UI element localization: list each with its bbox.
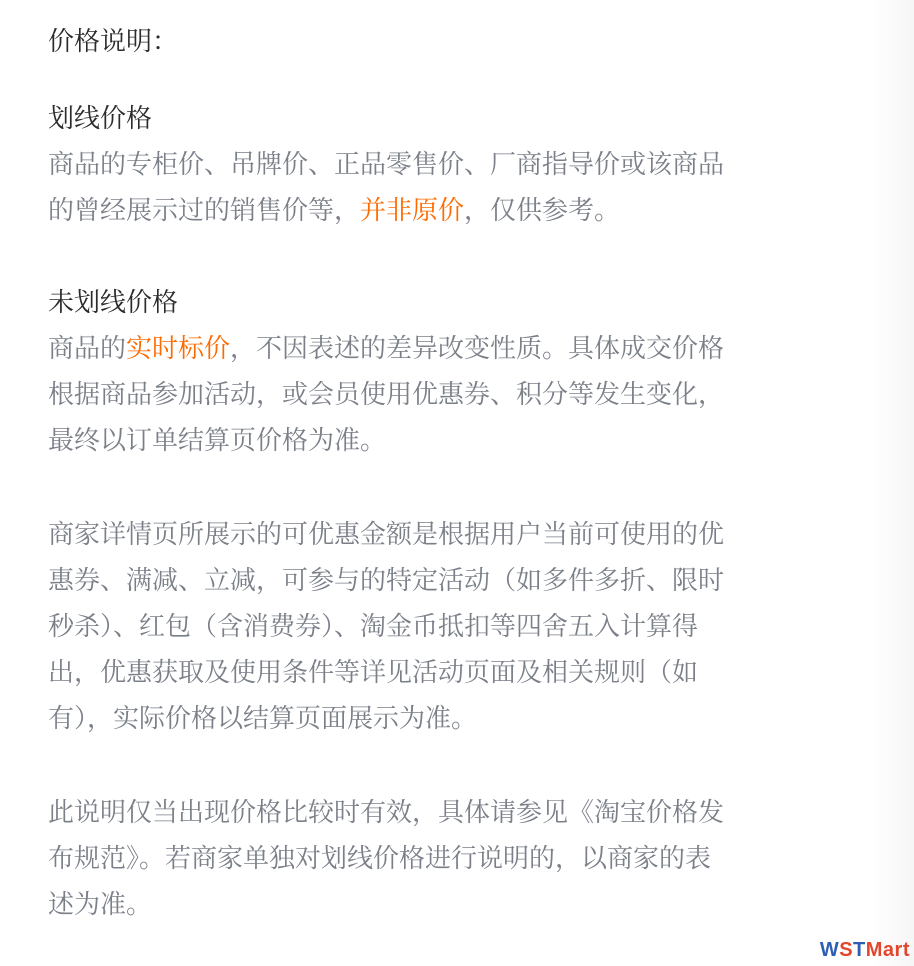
watermark-letter: S <box>839 939 854 961</box>
right-edge-shade <box>870 0 914 966</box>
page-title: 价格说明： <box>48 27 179 57</box>
strikethrough-price-description <box>48 142 818 234</box>
text-line: 出，优惠获取及使用条件等详见活动页面及相关规则（如 <box>48 658 699 688</box>
non-strikethrough-price-heading: 未划线价格 <box>48 288 179 318</box>
price-explanation-content <box>48 18 818 928</box>
watermark-word: Mart <box>865 939 910 961</box>
text-segment: 的曾经展示过的销售价等， <box>48 196 361 226</box>
text-line: 商家详情页所展示的可优惠金额是根据用户当前可使用的优 <box>48 520 725 550</box>
text-line: 述为准。 <box>48 890 153 920</box>
validity-paragraph <box>48 790 818 928</box>
text-line: 布规范》。若商家单独对划线价格进行说明的，以商家的表 <box>48 844 712 874</box>
text-segment: 商品的 <box>48 334 127 364</box>
section-spacer <box>48 742 818 790</box>
text-line: 有），实际价格以结算页面展示为准。 <box>48 704 478 734</box>
text-line: 商品的专柜价、吊牌价、正品零售价、厂商指导价或该商品 <box>48 150 725 180</box>
wstmart-watermark <box>820 939 910 962</box>
highlight-not-original-price: 并非原价 <box>360 196 465 226</box>
text-line: 秒杀）、红包（含消费券）、淘金币抵扣等四舍五入计算得 <box>48 612 699 642</box>
watermark-letter: T <box>853 939 866 961</box>
text-segment: ，不因表述的差异改变性质。具体成交价格 <box>230 334 725 364</box>
strikethrough-price-heading: 划线价格 <box>48 104 153 134</box>
watermark-letter: W <box>819 939 840 961</box>
discount-amount-paragraph <box>48 512 818 742</box>
section-spacer <box>48 234 818 280</box>
text-line: 根据商品参加活动，或会员使用优惠券、积分等发生变化， <box>48 380 725 410</box>
non-strikethrough-price-description <box>48 326 818 464</box>
highlight-realtime-price: 实时标价 <box>126 334 231 364</box>
text-line: 此说明仅当出现价格比较时有效，具体请参见《淘宝价格发 <box>48 798 725 828</box>
text-line <box>48 326 818 372</box>
section-spacer <box>48 464 818 512</box>
text-line <box>48 188 818 234</box>
text-line: 最终以订单结算页价格为准。 <box>48 426 387 456</box>
text-segment: ，仅供参考。 <box>464 196 621 226</box>
text-line: 惠券、满减、立减，可参与的特定活动（如多件多折、限时 <box>48 566 725 596</box>
